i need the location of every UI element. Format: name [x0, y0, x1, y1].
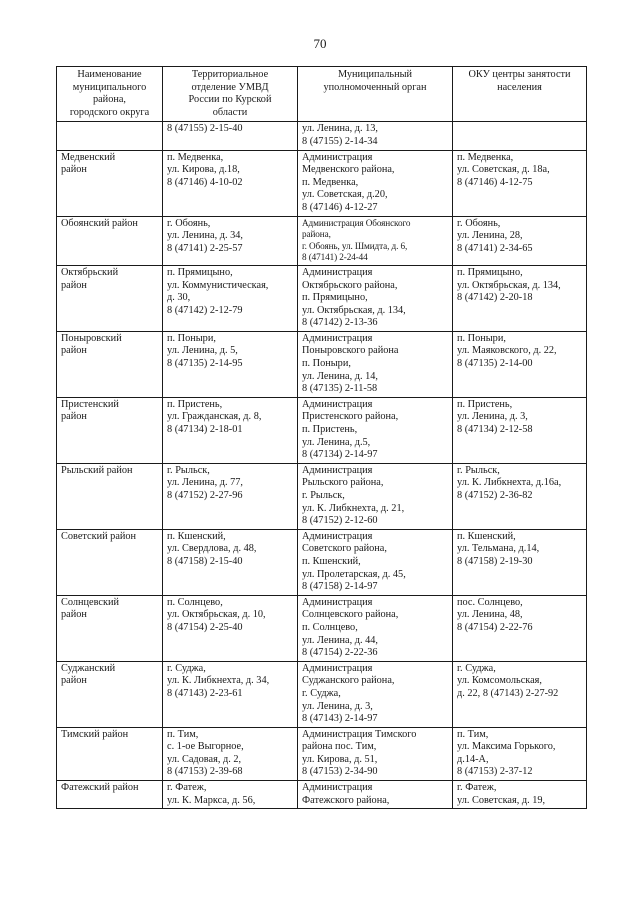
district-cell: [57, 781, 163, 809]
district-cell: [57, 727, 163, 780]
cell-line: ул. Коммунистическая,: [167, 279, 269, 291]
cell-line: Администрация: [302, 464, 373, 476]
cell-line: ул. Ленина, д.5,: [302, 436, 371, 448]
cell-line: ул. Октябрьская, д. 10,: [167, 609, 266, 621]
cell-line: ул. Советская, д. 18а,: [457, 164, 550, 176]
cell-line: район: [61, 675, 87, 687]
cell-line: ул. Советская, д.20,: [302, 189, 388, 201]
authority-cell: [298, 216, 453, 265]
cell-line: ул. К. Либкнехта, д. 34,: [167, 675, 270, 687]
district-cell: [57, 150, 163, 216]
cell-line: п. Медвенка,: [457, 151, 514, 163]
cell-line: 8 (47135) 2-11-58: [302, 383, 378, 395]
cell-line: отделение УМВД: [191, 81, 269, 93]
employment-cell: [453, 265, 587, 331]
cell-line: Пристенский: [61, 398, 119, 410]
cell-line: района пос. Тим,: [302, 741, 377, 753]
authority-cell: [298, 265, 453, 331]
table-row: [57, 781, 587, 809]
cell-line: района,: [302, 229, 331, 240]
district-cell: [57, 216, 163, 265]
authority-cell: [298, 397, 453, 463]
cell-line: Суджанский: [61, 662, 116, 674]
cell-line: д. 30,: [167, 292, 191, 304]
authority-cell: [298, 331, 453, 397]
district-cell: [57, 265, 163, 331]
cell-line: ул. К. Маркса, д. 56,: [167, 794, 256, 806]
authority-cell: [298, 150, 453, 216]
cell-line: 8 (47134) 2-14-97: [302, 449, 378, 461]
cell-line: Фатежского района,: [302, 794, 390, 806]
cell-line: Суджанского района,: [302, 675, 395, 687]
cell-line: Тимский район: [61, 728, 129, 740]
cell-line: 8 (47134) 2-18-01: [167, 424, 243, 436]
cell-line: ул. Пролетарская, д. 45,: [302, 568, 406, 580]
employment-cell: [453, 781, 587, 809]
cell-line: Администрация: [302, 782, 373, 794]
cell-line: п. Кшенский,: [457, 530, 516, 542]
cell-line: Солнцевский: [61, 596, 120, 608]
cell-line: Советского района,: [302, 543, 387, 555]
cell-line: д. 22, 8 (47143) 2-27-92: [457, 687, 559, 699]
cell-line: Октябрьского района,: [302, 279, 398, 291]
cell-line: 8 (47142) 2-13-36: [302, 317, 378, 329]
cell-line: ул. Тельмана, д.14,: [457, 543, 540, 555]
umvd-cell: [163, 661, 298, 727]
cell-line: г. Рыльск,: [167, 464, 210, 476]
authority-cell: [298, 781, 453, 809]
cell-line: ул. К. Либкнехта, д.16а,: [457, 477, 562, 489]
employment-cell: [453, 331, 587, 397]
cell-line: уполномоченный орган: [323, 81, 427, 93]
cell-line: Муниципальный: [337, 69, 413, 80]
umvd-cell: [163, 781, 298, 809]
cell-line: муниципального: [72, 81, 147, 93]
cell-line: с. 1-ое Выгорное,: [167, 741, 244, 753]
cell-line: Медвенский: [61, 151, 116, 163]
cell-line: 8 (47153) 2-37-12: [457, 766, 533, 778]
district-cell: [57, 463, 163, 529]
cell-line: 8 (47155) 2-15-40: [167, 123, 243, 135]
cell-line: 8 (47153) 2-34-90: [302, 766, 378, 778]
cell-line: п. Поныри,: [457, 332, 506, 344]
cell-line: Администрация: [302, 596, 373, 608]
cell-line: п. Пристень,: [302, 424, 358, 436]
cell-line: п. Тим,: [167, 728, 199, 740]
cell-line: 8 (47146) 4-12-27: [302, 201, 378, 213]
cell-line: п. Пристень,: [167, 398, 223, 410]
cell-line: Администрация Тимского: [302, 728, 417, 740]
cell-line: п. Тим,: [457, 728, 489, 740]
cell-line: ул. Ленина, 48,: [457, 609, 523, 621]
cell-line: район: [61, 164, 87, 176]
authority-cell: [298, 122, 453, 150]
cell-line: п. Кшенский,: [302, 555, 361, 567]
umvd-cell: [163, 529, 298, 595]
cell-line: 8 (47142) 2-20-18: [457, 292, 533, 304]
cell-line: Поныровский: [61, 332, 122, 344]
table-row: [57, 463, 587, 529]
cell-line: Солнцевского района,: [302, 609, 399, 621]
employment-cell: [453, 216, 587, 265]
cell-line: ОКУ центры занятости: [468, 69, 571, 80]
cell-line: Фатежский район: [61, 782, 139, 794]
cell-line: п. Прямицыно,: [302, 292, 368, 304]
cell-line: 8 (47134) 2-12-58: [457, 424, 533, 436]
employment-cell: [453, 595, 587, 661]
cell-line: Октябрьский: [61, 266, 119, 278]
cell-line: п. Кшенский,: [167, 530, 226, 542]
cell-line: г. Обоянь,: [167, 217, 211, 229]
employment-cell: [453, 661, 587, 727]
umvd-cell: [163, 463, 298, 529]
employment-cell: [453, 122, 587, 150]
cell-line: ул. Комсомольская,: [457, 675, 542, 687]
cell-line: ул. Максима Горького,: [457, 741, 556, 753]
cell-line: Администрация: [302, 266, 373, 278]
table-row: [57, 331, 587, 397]
cell-line: области: [212, 106, 248, 118]
cell-line: г. Фатеж,: [167, 782, 207, 794]
cell-line: район: [61, 345, 87, 357]
header-employment: [453, 67, 587, 122]
umvd-cell: [163, 397, 298, 463]
cell-line: 8 (47141) 2-25-57: [167, 242, 243, 254]
cell-line: д.14-А,: [457, 753, 489, 765]
cell-line: Наименование: [77, 69, 142, 80]
cell-line: пос. Солнцево,: [457, 596, 523, 608]
cell-line: Администрация Обоянского: [302, 217, 411, 228]
cell-line: 8 (47135) 2-14-00: [457, 358, 533, 370]
cell-line: ул. Октябрьская, д. 134,: [457, 279, 561, 291]
cell-line: Поныровского района: [302, 345, 399, 357]
page-number: 70: [313, 36, 327, 51]
cell-line: 8 (47158) 2-14-97: [302, 581, 378, 593]
cell-line: г. Рыльск,: [457, 464, 500, 476]
employment-cell: [453, 463, 587, 529]
cell-line: г. Фатеж,: [457, 782, 497, 794]
cell-line: Администрация: [302, 662, 373, 674]
cell-line: г. Обоянь,: [457, 217, 501, 229]
table-row: [57, 150, 587, 216]
table-row: [57, 661, 587, 727]
umvd-cell: [163, 265, 298, 331]
cell-line: район: [61, 411, 87, 423]
cell-line: Пристенского района,: [302, 411, 399, 423]
table-row: [57, 265, 587, 331]
cell-line: Администрация: [302, 151, 373, 163]
cell-line: ул. Садовая, д. 2,: [167, 753, 242, 765]
cell-line: район: [61, 279, 87, 291]
cell-line: г. Суджа,: [167, 662, 206, 674]
authority-cell: [298, 661, 453, 727]
cell-line: 8 (47155) 2-14-34: [302, 135, 378, 147]
district-cell: [57, 397, 163, 463]
authority-cell: [298, 463, 453, 529]
district-cell: [57, 661, 163, 727]
cell-line: ул. Ленина, д. 77,: [167, 477, 243, 489]
cell-line: населения: [497, 81, 542, 93]
district-cell: [57, 331, 163, 397]
cell-line: ул. Ленина, д. 3,: [302, 700, 373, 712]
cell-line: г. Суджа,: [457, 662, 496, 674]
cell-line: 8 (47154) 2-22-76: [457, 621, 533, 633]
cell-line: Администрация: [302, 398, 373, 410]
authority-cell: [298, 727, 453, 780]
cell-line: 8 (47141) 2-34-65: [457, 242, 533, 254]
cell-line: ул. Ленина, д. 3,: [457, 411, 528, 423]
umvd-cell: [163, 216, 298, 265]
employment-cell: [453, 150, 587, 216]
header-district: [57, 67, 163, 122]
cell-line: 8 (47135) 2-14-95: [167, 358, 243, 370]
cell-line: 8 (47146) 4-10-02: [167, 176, 243, 188]
cell-line: 8 (47158) 2-19-30: [457, 555, 533, 567]
cell-line: Рыльского района,: [302, 477, 384, 489]
cell-line: п. Солнцево,: [302, 621, 358, 633]
cell-line: России по Курской: [188, 94, 272, 106]
employment-cell: [453, 727, 587, 780]
table-row: [57, 122, 587, 150]
cell-line: п. Прямицыно,: [167, 266, 233, 278]
district-cell: [57, 595, 163, 661]
umvd-cell: [163, 150, 298, 216]
district-cell: [57, 529, 163, 595]
cell-line: ул. Кирова, д.18,: [167, 164, 240, 176]
cell-line: 8 (47143) 2-23-61: [167, 687, 243, 699]
cell-line: 8 (47142) 2-12-79: [167, 304, 243, 316]
cell-line: п. Медвенка,: [167, 151, 224, 163]
employment-cell: [453, 397, 587, 463]
cell-line: ул. Кирова, д. 51,: [302, 753, 378, 765]
cell-line: Администрация: [302, 332, 373, 344]
cell-line: п. Пристень,: [457, 398, 513, 410]
employment-cell: [453, 529, 587, 595]
umvd-cell: [163, 727, 298, 780]
cell-line: п. Солнцево,: [167, 596, 223, 608]
cell-line: п. Поныри,: [167, 332, 216, 344]
cell-line: п. Поныри,: [302, 358, 351, 370]
agencies-table: [56, 66, 587, 809]
cell-line: ул. Советская, д. 19,: [457, 794, 546, 806]
umvd-cell: [163, 331, 298, 397]
district-cell: [57, 122, 163, 150]
cell-line: Территориальное: [191, 69, 269, 80]
cell-line: 8 (47146) 4-12-75: [457, 176, 533, 188]
cell-line: г. Рыльск,: [302, 490, 345, 501]
table-row: [57, 727, 587, 780]
authority-cell: [298, 595, 453, 661]
table-row: [57, 595, 587, 661]
umvd-cell: [163, 122, 298, 150]
header-authority: [298, 67, 453, 122]
authority-cell: [298, 529, 453, 595]
cell-line: Обоянский район: [61, 217, 138, 229]
umvd-cell: [163, 595, 298, 661]
cell-line: ул. Ленина, д. 44,: [302, 634, 378, 646]
cell-line: городского округа: [69, 106, 150, 118]
table-header-row: [57, 67, 587, 122]
cell-line: ул. Ленина, д. 5,: [167, 345, 238, 357]
cell-line: 8 (47153) 2-39-68: [167, 766, 243, 778]
cell-line: Медвенского района,: [302, 164, 395, 176]
cell-line: п. Медвенка,: [302, 176, 359, 188]
cell-line: Советский район: [61, 530, 137, 542]
table-row: [57, 216, 587, 265]
cell-line: 8 (47143) 2-14-97: [302, 713, 378, 725]
cell-line: г. Обоянь, ул. Шмидта, д. 6,: [302, 240, 408, 251]
cell-line: 8 (47152) 2-12-60: [302, 515, 378, 527]
cell-line: ул. Ленина, д. 13,: [302, 123, 378, 135]
cell-line: ул. Ленина, д. 34,: [167, 230, 243, 242]
cell-line: ул. Ленина, 28,: [457, 230, 523, 242]
cell-line: ул. Гражданская, д. 8,: [167, 411, 262, 423]
cell-line: Рыльский район: [61, 464, 133, 476]
cell-line: район: [61, 609, 87, 621]
header-umvd: [163, 67, 298, 122]
table-body: [57, 122, 587, 809]
cell-line: ул. Маяковского, д. 22,: [457, 345, 557, 357]
cell-line: 8 (47154) 2-22-36: [302, 647, 378, 659]
cell-line: 8 (47141) 2-24-44: [302, 252, 368, 263]
cell-line: ул. Ленина, д. 14,: [302, 370, 378, 382]
cell-line: 8 (47158) 2-15-40: [167, 555, 243, 567]
cell-line: п. Прямицыно,: [457, 266, 523, 278]
cell-line: ул. Октябрьская, д. 134,: [302, 304, 406, 316]
table-row: [57, 529, 587, 595]
cell-line: Администрация: [302, 530, 373, 542]
cell-line: района,: [92, 94, 127, 106]
cell-line: ул. Свердлова, д. 48,: [167, 543, 257, 555]
cell-line: 8 (47154) 2-25-40: [167, 621, 243, 633]
cell-line: ул. К. Либкнехта, д. 21,: [302, 502, 405, 514]
cell-line: г. Суджа,: [302, 687, 341, 699]
table-row: [57, 397, 587, 463]
cell-line: 8 (47152) 2-27-96: [167, 490, 243, 501]
cell-line: 8 (47152) 2-36-82: [457, 490, 533, 501]
